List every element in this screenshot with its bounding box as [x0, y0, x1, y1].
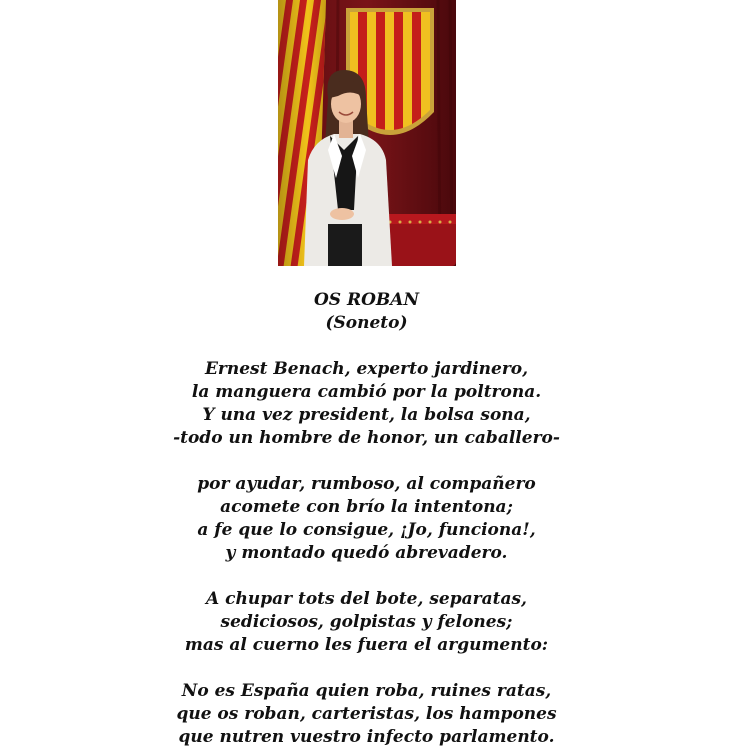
poem-line: Y una vez president, la bolsa sona, [202, 405, 531, 425]
poem-line: acomete con brío la intentona; [220, 497, 513, 517]
poem-line: y montado quedó abrevadero. [225, 543, 508, 563]
poem-line: Ernest Benach, experto jardinero, [204, 359, 529, 379]
poem-line: mas al cuerno les fuera el argumento: [184, 635, 549, 655]
poem-line: la manguera cambió por la poltrona. [191, 382, 542, 402]
poem-line: A chupar tots del bote, separatas, [206, 589, 527, 609]
poem-title: OS ROBAN [313, 290, 420, 310]
poem-line: No es España quien roba, ruines ratas, [181, 681, 552, 701]
poem-line: que nutren vuestro infecto parlamento. [178, 727, 555, 747]
poem [0, 289, 733, 749]
poem-line: -todo un hombre de honor, un caballero- [173, 428, 560, 448]
portrait-photo [278, 0, 456, 266]
poem-line: a fe que lo consigue, ¡Jo, funciona!, [197, 520, 536, 540]
poem-line: que os roban, carteristas, los hampones [176, 704, 557, 724]
poem-subtitle: (Soneto) [325, 313, 408, 333]
poem-line: sediciosos, golpistas y felones; [220, 612, 513, 632]
poem-line: por ayudar, rumboso, al compañero [197, 474, 536, 494]
